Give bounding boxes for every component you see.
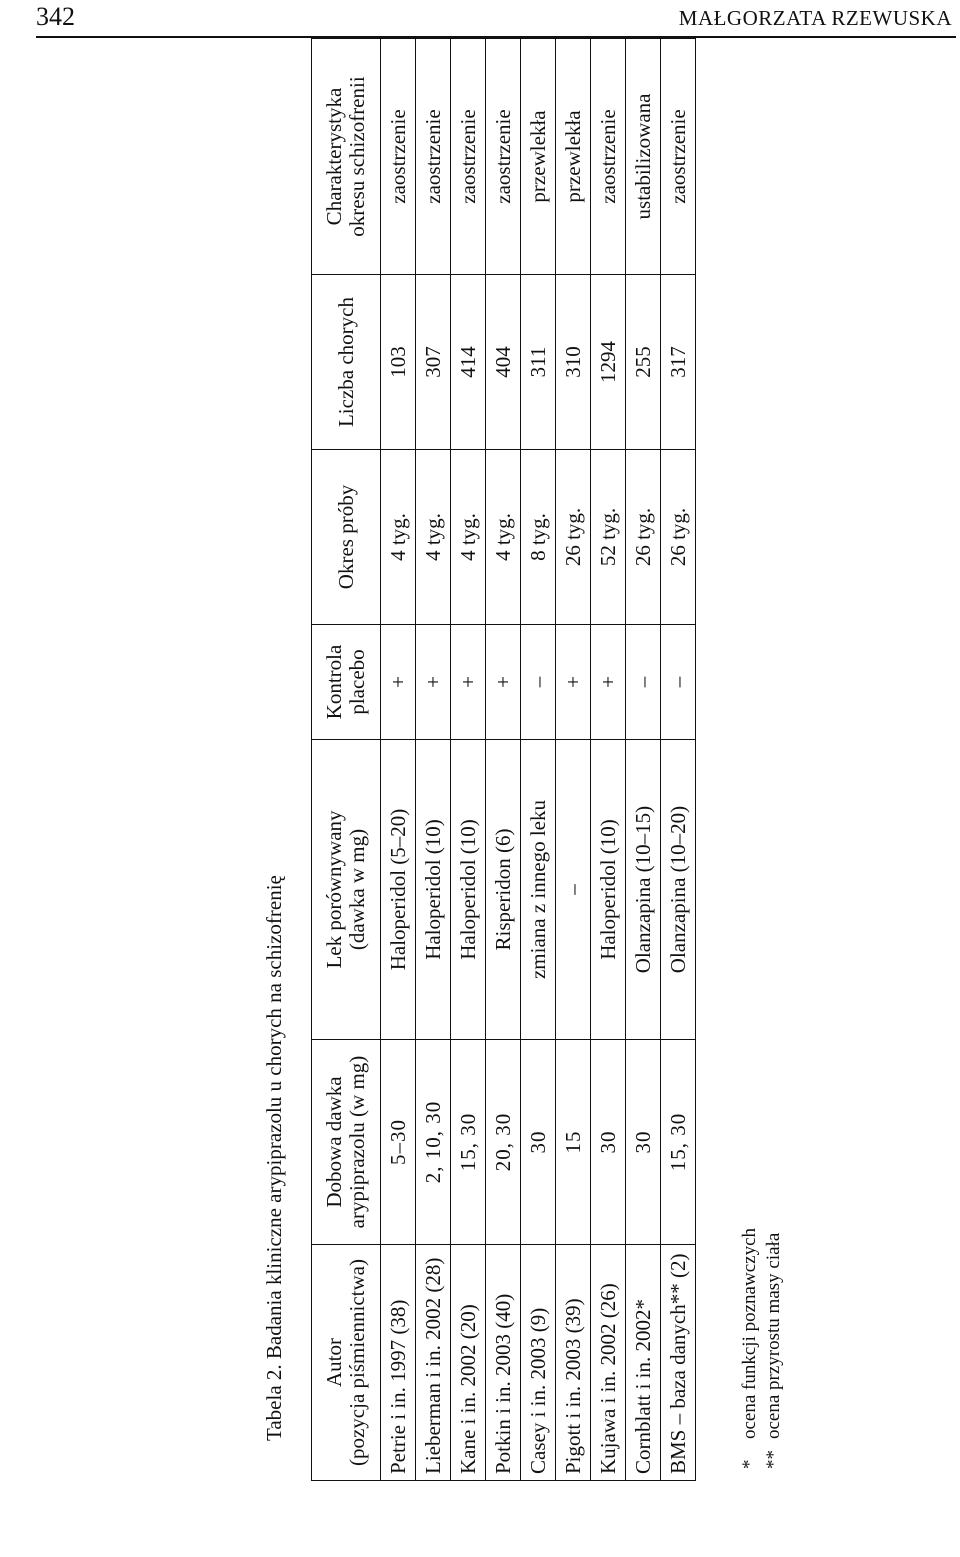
cell-comparator: Risperidon (6) [486, 740, 521, 1040]
cell-dose: 15, 30 [451, 1040, 486, 1245]
header-line: arypiprazolu (w mg) [345, 1055, 369, 1229]
cell-duration: 8 tyg. [521, 450, 556, 625]
footnote [762, 1228, 786, 1469]
footnote-text: ocena przyrostu masy ciała [763, 1232, 784, 1439]
cell-dose: 5–30 [381, 1040, 416, 1245]
cell-patients: 1294 [591, 275, 626, 450]
running-head-author: MAŁGORZATA RZEWUSKA [678, 6, 952, 30]
table-row [556, 39, 591, 1481]
cell-patients: 414 [451, 275, 486, 450]
cell-dose: 30 [521, 1040, 556, 1245]
header-author [312, 1245, 381, 1481]
cell-dose: 15 [556, 1040, 591, 1245]
cell-duration: 4 tyg. [381, 450, 416, 625]
cell-phase: zaostrzenie [416, 39, 451, 275]
cell-dose: 15, 30 [661, 1040, 696, 1245]
footnote-mark: * [739, 1459, 760, 1469]
cell-phase: zaostrzenie [451, 39, 486, 275]
header-comparator [312, 740, 381, 1040]
header-line: Liczba chorych [333, 297, 358, 428]
cell-phase: przewlekła [556, 39, 591, 275]
cell-patients: 317 [661, 275, 696, 450]
footnote-text: ocena funkcji poznawczych [739, 1227, 760, 1439]
cell-author: Pigott i in. 2003 (39) [556, 1245, 591, 1481]
table-row [486, 39, 521, 1481]
cell-placebo: + [451, 625, 486, 740]
header-line: (pozycja piśmiennictwa) [345, 1259, 369, 1467]
cell-author: Petrie i in. 1997 (38) [381, 1245, 416, 1481]
cell-author: Lieberman i in. 2002 (28) [416, 1245, 451, 1481]
table-row [591, 39, 626, 1481]
cell-duration: 52 tyg. [591, 450, 626, 625]
cell-patients: 255 [626, 275, 661, 450]
header-line: (dawka w mg) [345, 828, 369, 951]
cell-phase: zaostrzenie [591, 39, 626, 275]
cell-placebo: – [661, 625, 696, 740]
header-patients [312, 275, 381, 450]
table-row [661, 39, 696, 1481]
cell-comparator: Haloperidol (10) [591, 740, 626, 1040]
header-duration [312, 450, 381, 625]
cell-author: BMS – baza danych** (2) [661, 1245, 696, 1481]
cell-phase: zaostrzenie [381, 39, 416, 275]
header-phase [312, 39, 381, 275]
cell-author: Kane i in. 2002 (20) [451, 1245, 486, 1481]
cell-patients: 311 [521, 275, 556, 450]
table-body [381, 39, 696, 1481]
header-line: Charakterystyka [322, 87, 347, 226]
cell-comparator: – [556, 740, 591, 1040]
header-line: Lek porównywany [322, 810, 347, 969]
cell-author: Potkin i in. 2003 (40) [486, 1245, 521, 1481]
cell-placebo: – [521, 625, 556, 740]
cell-placebo: + [556, 625, 591, 740]
footnote [738, 1228, 762, 1469]
header-line: placebo [345, 649, 369, 715]
header-line: Autor [322, 1338, 347, 1387]
table-header-row [312, 39, 381, 1481]
cell-comparator: Olanzapina (10–20) [661, 740, 696, 1040]
cell-placebo: + [486, 625, 521, 740]
table-row [416, 39, 451, 1481]
cell-placebo: + [416, 625, 451, 740]
header-line: okresu schizofrenii [345, 76, 369, 237]
cell-duration: 4 tyg. [451, 450, 486, 625]
cell-comparator: Haloperidol (5–20) [381, 740, 416, 1040]
cell-author: Cornblatt i in. 2002* [626, 1245, 661, 1481]
cell-author: Kujawa i in. 2002 (26) [591, 1245, 626, 1481]
cell-phase: przewlekła [521, 39, 556, 275]
header-line: Dobowa dawka [322, 1076, 347, 1208]
cell-dose: 20, 30 [486, 1040, 521, 1245]
header-line: Okres próby [333, 484, 358, 590]
cell-placebo: + [591, 625, 626, 740]
footnote-mark: ** [763, 1450, 784, 1469]
table-row [626, 39, 661, 1481]
header-placebo [312, 625, 381, 740]
cell-patients: 307 [416, 275, 451, 450]
cell-patients: 404 [486, 275, 521, 450]
header-dose [312, 1040, 381, 1245]
cell-duration: 26 tyg. [626, 450, 661, 625]
table-caption: Tabela 2. Badania kliniczne arypiprazolu u chorych na schizofrenię [262, 875, 286, 1441]
cell-phase: zaostrzenie [661, 39, 696, 275]
cell-duration: 26 tyg. [556, 450, 591, 625]
cell-phase: zaostrzenie [486, 39, 521, 275]
cell-comparator: Haloperidol (10) [416, 740, 451, 1040]
cell-comparator: Olanzapina (10–15) [626, 740, 661, 1040]
table-row [381, 39, 416, 1481]
cell-duration: 26 tyg. [661, 450, 696, 625]
cell-patients: 310 [556, 275, 591, 450]
cell-author: Casey i in. 2003 (9) [521, 1245, 556, 1481]
header-line: Kontrola [322, 644, 347, 720]
cell-phase: ustabilizowana [626, 39, 661, 275]
cell-dose: 2, 10, 30 [416, 1040, 451, 1245]
footnotes [738, 1228, 786, 1469]
cell-comparator: Haloperidol (10) [451, 740, 486, 1040]
cell-duration: 4 tyg. [486, 450, 521, 625]
cell-placebo: – [626, 625, 661, 740]
cell-patients: 103 [381, 275, 416, 450]
cell-comparator: zmiana z innego leku [521, 740, 556, 1040]
cell-dose: 30 [591, 1040, 626, 1245]
cell-duration: 4 tyg. [416, 450, 451, 625]
table-row [521, 39, 556, 1481]
clinical-trials-table [311, 38, 696, 1481]
cell-placebo: + [381, 625, 416, 740]
table-row [451, 39, 486, 1481]
cell-dose: 30 [626, 1040, 661, 1245]
page-number: 342 [36, 2, 75, 31]
